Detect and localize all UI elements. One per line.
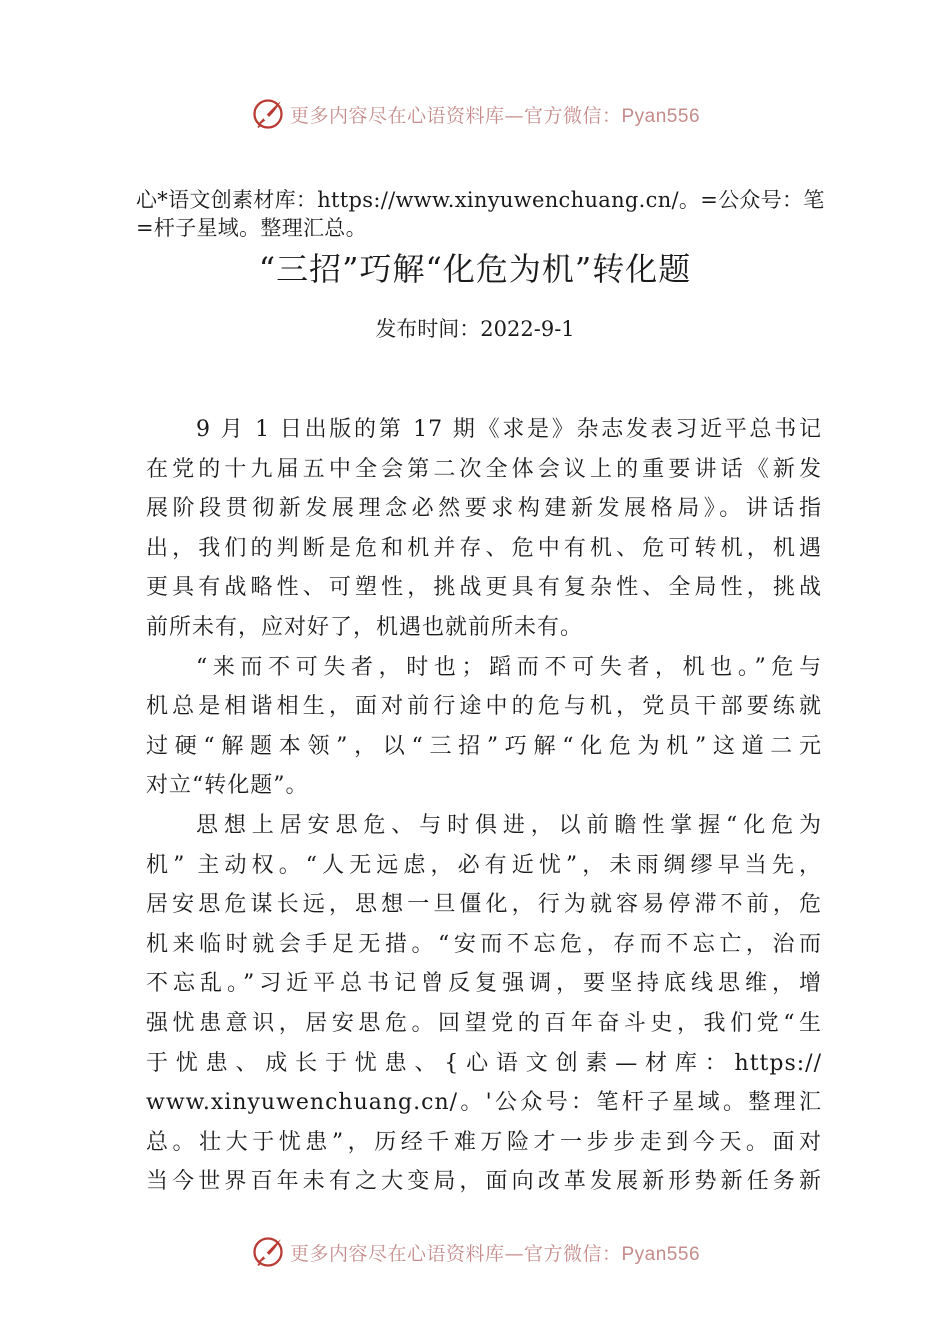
body-line: 思想上居安思危、与时俱进，以前瞻性掌握“化危为 — [196, 812, 822, 838]
body-line: 强忧患意识，居安思危。回望党的百年奋斗史，我们党“生 — [146, 1010, 822, 1036]
body-line: 总。壮大于忧患”，历经千难万险才一步步走到今天。面对 — [146, 1129, 822, 1155]
quill-logo-icon — [250, 96, 286, 132]
body-line: 不忘乱。”习近平总书记曾反复强调，要坚持底线思维，增 — [146, 971, 822, 997]
body-line: 居安思危谋长远，思想一旦僵化，行为就容易停滞不前，危 — [146, 892, 822, 918]
article-title: “三招”巧解“化危为机”转化题 — [258, 250, 692, 288]
article-body — [146, 410, 822, 1202]
body-line: “来而不可失者，时也；蹈而不可失者，机也。”危与 — [196, 654, 822, 680]
body-line: 当今世界百年未有之大变局，面向改革发展新形势新任务新 — [146, 1169, 822, 1195]
body-line: 机总是相谐相生，面对前行途中的危与机，党员干部要练就 — [146, 694, 822, 720]
body-line: 更具有战略性、可塑性，挑战更具有复杂性、全局性，挑战 — [146, 575, 822, 601]
body-line: 过硬“解题本领”，以“三招”巧解“化危为机”这道二元 — [146, 733, 822, 759]
footer-banner — [0, 1230, 950, 1274]
body-line: 前所未有，应对好了，机遇也就前所未有。 — [146, 614, 584, 640]
quill-logo-icon — [250, 1234, 286, 1270]
source-note: 心*语文创素材库：https://www.xinyuwenchuang.cn/。=公众号：笔=杆子星域。整理汇总。 — [136, 188, 825, 240]
body-line: 出，我们的判断是危和机并存、危中有机、危可转机，机遇 — [146, 535, 822, 561]
banner-text: 更多内容尽在心语资料库—官方微信：Pyan556 — [289, 104, 701, 127]
header-banner — [0, 92, 950, 136]
body-line: 对立“转化题”。 — [146, 773, 309, 799]
body-line: 机来临时就会手足无措。“安而不忘危，存而不忘亡，治而 — [146, 931, 822, 957]
body-line: 机” 主动权。“人无远虑，必有近忧”，未雨绸缪早当先， — [146, 852, 822, 878]
body-line: 于忧患、成长于忧患、{心语文创素—材库：https:// — [146, 1050, 822, 1076]
publish-date: 发布时间：2022-9-1 — [375, 317, 575, 341]
banner-text: 更多内容尽在心语资料库—官方微信：Pyan556 — [289, 1242, 701, 1265]
body-line: 在党的十九届五中全会第二次全体会议上的重要讲话《新发 — [146, 456, 822, 482]
body-line: 展阶段贯彻新发展理念必然要求构建新发展格局》。讲话指 — [146, 496, 822, 522]
body-line: 9 月 1 日出版的第 17 期《求是》杂志发表习近平总书记 — [196, 417, 822, 442]
body-line: www.xinyuwenchuang.cn/。'公众号：笔杆子星域。整理汇 — [146, 1090, 822, 1116]
